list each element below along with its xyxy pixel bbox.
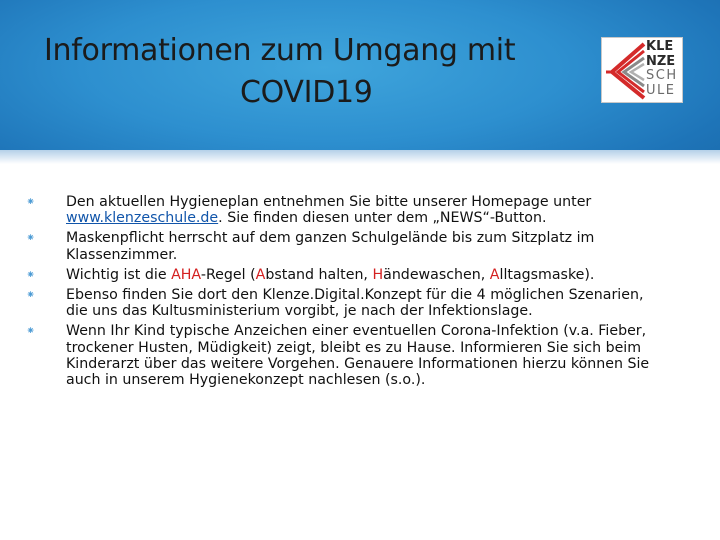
bullet-text: Ebenso finden Sie dort den Klenze.Digital.Konzept für die 4 möglichen Szenarien, die uns das Kultusministerium vorgibt, je nach der Infektionslage. [66,287,644,320]
bullet-item-digitalkonzept [26,287,666,319]
bullet-text: ändewaschen, [383,266,490,283]
bullet-item-maskenpflicht [26,230,666,262]
bullet-marker-icon: ⁕ [26,195,36,208]
slide-title-line1: Informationen zum Umgang mit [44,33,516,68]
bullet-item-aha-regel [26,267,666,283]
bullet-text: Wichtig ist die [66,266,172,283]
bullet-text: bstand halten, [265,266,373,283]
aha-highlight: AHA [171,266,201,283]
logo-line: NZE [646,53,676,69]
logo-line: SCH [646,68,678,83]
logo-wordmark [646,40,682,98]
slide-title-line2: COVID19 [240,75,373,110]
bullet-text: Den aktuellen Hygieneplan entnehmen Sie bitte unserer Homepage unter [66,194,592,210]
logo-line: ULE [646,82,676,98]
logo-line: KLE [646,39,674,54]
bullet-text: lltagsmaske). [499,266,595,283]
logo-emblem-icon [604,42,646,100]
bullet-text: . Sie finden diesen unter dem „NEWS“-Button. [218,210,547,227]
bullet-marker-icon: ⁕ [26,267,36,281]
bullet-marker-icon: ⁕ [26,231,36,245]
bullet-text: Maskenpflicht herrscht auf dem ganzen Schulgelände bis zum Sitzplatz im Klassenzimmer. [66,230,595,263]
bullet-list [26,194,666,392]
bullet-item-corona-infektion [26,323,666,388]
aha-letter-a: A [489,266,500,283]
aha-letter-a: A [255,266,266,283]
bullet-marker-icon: ⁕ [26,324,36,338]
aha-letter-h: H [372,266,384,283]
bullet-item-hygieneplan [26,194,666,226]
homepage-link[interactable]: www.klenzeschule.de [66,210,219,227]
school-logo [601,37,683,103]
bullet-marker-icon: ⁕ [26,288,36,302]
bullet-text: -Regel ( [200,266,256,283]
bullet-text: Wenn Ihr Kind typische Anzeichen einer eventuellen Corona-Infektion (v.a. Fieber, trockener Husten, Müdigkeit) zeigt, bleibt es zu Hause. Informieren Sie sich beim Kinderarzt über das weitere Vorgehen. Genauere Informationen hierzu können Sie auch in unserem Hygienekonzept nachlesen (s.o.). [66,323,650,389]
banner-shadow [0,150,720,164]
slide-title [44,30,604,114]
